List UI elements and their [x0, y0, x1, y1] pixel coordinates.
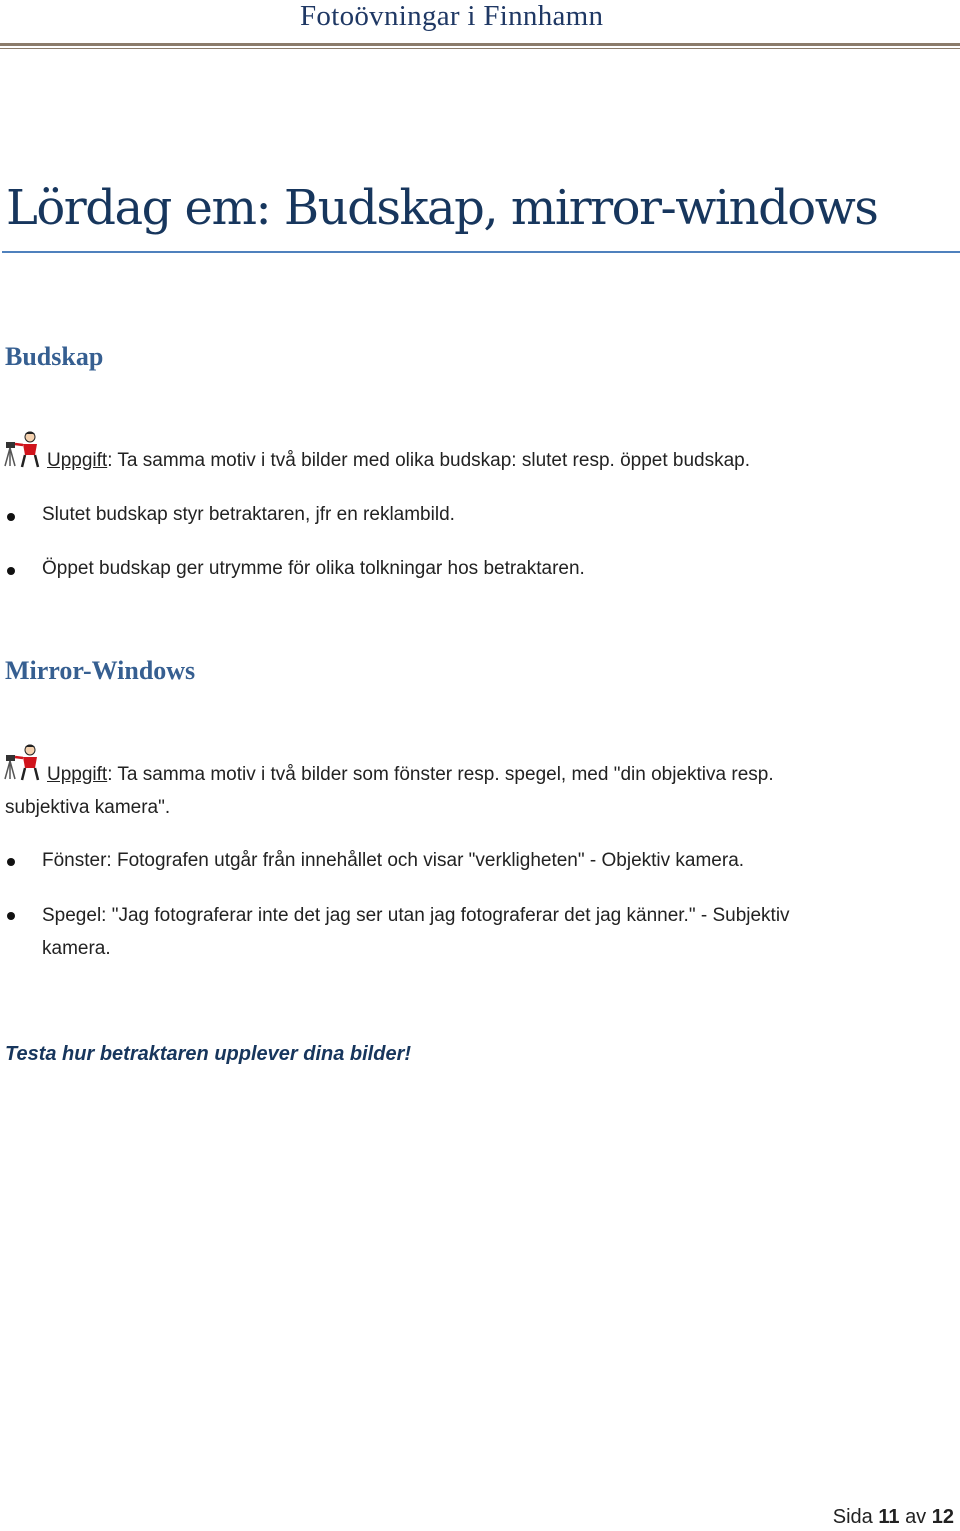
- section-heading-mirror-windows: Mirror-Windows: [5, 656, 196, 685]
- task-text-continued: subjektiva kamera".: [5, 797, 171, 818]
- page-number-middle: av: [905, 1506, 927, 1528]
- task-label: Uppgift: [47, 450, 108, 471]
- page-number-prefix: Sida: [832, 1506, 873, 1528]
- task-text: : Ta samma motiv i två bilder med olika budskap: slutet resp. öppet budskap.: [107, 450, 751, 471]
- page-title: Lördag em: Budskap, mirror-windows: [6, 180, 878, 236]
- task-mirror-windows: [47, 764, 774, 786]
- header-title: Fotoövningar i Finnhamn: [300, 0, 604, 32]
- task-budskap: [47, 450, 750, 472]
- list-item: Fönster: Fotografen utgår från innehållet och visar "verkligheten" - Objektiv kamera.: [42, 850, 745, 871]
- bullet-dot: [7, 912, 15, 920]
- title-underline: [2, 251, 960, 253]
- page-header: [0, 0, 960, 50]
- list-item-continued: kamera.: [42, 938, 111, 959]
- task-text: : Ta samma motiv i två bilder som fönster resp. spegel, med "din objektiva resp.: [107, 764, 774, 785]
- bullet-dot: [7, 513, 15, 521]
- list-item: Spegel: "Jag fotograferar inte det jag ser utan jag fotograferar det jag känner." - Subjektiv: [42, 905, 790, 926]
- section-heading-budskap: Budskap: [5, 342, 104, 371]
- task-label: Uppgift: [47, 764, 108, 785]
- header-divider-thin: [0, 48, 960, 49]
- bullet-dot: [7, 858, 15, 866]
- bullet-dot: [7, 567, 15, 575]
- list-item: Öppet budskap ger utrymme för olika tolkningar hos betraktaren.: [42, 558, 585, 579]
- photographer-with-tripod-icon: [3, 743, 41, 783]
- closing-statement: Testa hur betraktaren upplever dina bilder!: [5, 1043, 412, 1065]
- page-number: [833, 1506, 954, 1529]
- photographer-with-tripod-icon: [3, 430, 41, 470]
- page-current: 11: [878, 1506, 900, 1528]
- page-total: 12: [931, 1506, 954, 1528]
- header-divider: [0, 43, 960, 46]
- list-item: Slutet budskap styr betraktaren, jfr en reklambild.: [42, 504, 455, 525]
